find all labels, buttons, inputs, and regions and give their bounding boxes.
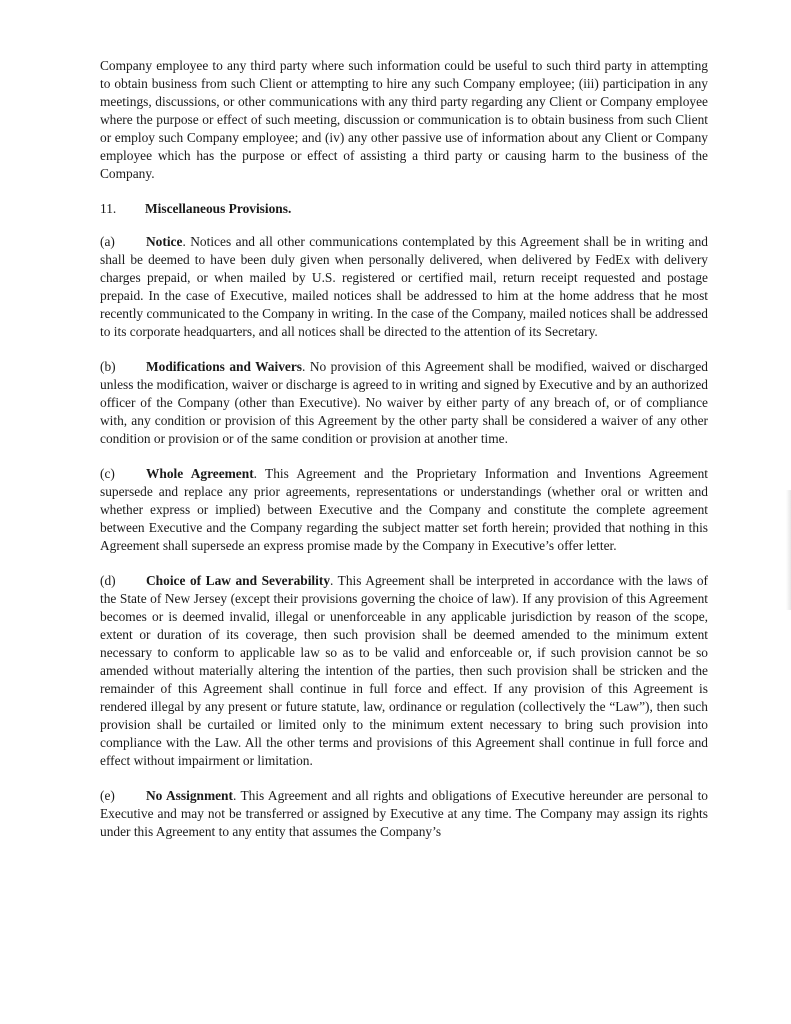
- clause-notice: [100, 233, 708, 341]
- clause-title: Modifications and Waivers: [146, 359, 303, 374]
- document-page: [100, 57, 708, 858]
- clause-modifications-and-waivers: [100, 358, 708, 448]
- intro-paragraph: Company employee to any third party where such information could be useful to such third party in attempting to obtain business from such Client or attempting to hire any such Company employee; (iii) participation in any meetings, discussions, or other communications with any third party regarding any Client or Company employee where the purpose or effect of such meeting, discussion or communication is to obtain business from such Client or employ such Company employee; and (iv) any other passive use of information about any Client or Company employee which has the purpose or effect of assisting a third party or causing harm to the business of the Company.: [100, 58, 708, 181]
- clause-title: Notice: [146, 234, 183, 249]
- clause-text: . No provision of this Agreement shall be modified, waived or discharged unless the modification, waiver or discharge is agreed to in writing and signed by Executive and by an authorized officer of the Company (other than Executive). No waiver by either party of any breach of, or of compliance with, any condition or provision of this Agreement by the other party shall be considered a waiver of any other condition or provision or of the same condition or provision at another time.: [100, 359, 708, 446]
- section-title: Miscellaneous Provisions.: [145, 201, 292, 216]
- clause-choice-of-law: [100, 572, 708, 770]
- clause-label: (d): [100, 573, 116, 588]
- clause-text: . This Agreement shall be interpreted in accordance with the laws of the State of New Jersey (except their provisions governing the choice of law). If any provision of this Agreement becomes or is deemed invalid, illegal or unenforceable in any applicable jurisdiction by reason of the scope, extent or duration of its coverage, then such provision shall be deemed amended to the minimum extent necessary to conform to applicable law so as to be valid and enforceable or, if such provision cannot be so amended without materially altering the intention of the parties, then such provision shall be stricken and the remainder of this Agreement shall continue in full force and effect. If any provision of this Agreement is rendered illegal by any present or future statute, law, ordinance or regulation (collectively the “Law”), then such provision shall be curtailed or limited only to the minimum extent necessary to bring such provision into compliance with the Law. All the other terms and provisions of this Agreement shall continue in full force and effect without impairment or limitation.: [100, 573, 708, 768]
- clause-text: . This Agreement and the Proprietary Information and Inventions Agreement supersede and replace any prior agreements, representations or understandings (whether oral or written and whether express or implied) between Executive and the Company and constitute the complete agreement between Executive and the Company regarding the subject matter set forth herein; provided that nothing in this Agreement shall supersede an express promise made by the Company in Executive’s offer letter.: [100, 466, 709, 553]
- clause-text: . Notices and all other communications contemplated by this Agreement shall be in writing and shall be deemed to have been duly given when personally delivered, when delivered by FedEx with delivery charges prepaid, or when mailed by U.S. registered or certified mail, return receipt requested and postage prepaid. In the case of Executive, mailed notices shall be addressed to him at the home address that he most recently communicated to the Company in writing. In the case of the Company, mailed notices shall be addressed to its corporate headquarters, and all notices shall be directed to the attention of its Secretary.: [100, 234, 708, 339]
- clause-text: . This Agreement and all rights and obligations of Executive hereunder are personal to Executive and may not be transferred or assigned by Executive at any time. The Company may assign its rights under this Agreement to any entity that assumes the Company’s: [100, 788, 708, 839]
- clause-title: Choice of Law and Severability: [146, 573, 331, 588]
- clause-label: (e): [100, 788, 115, 803]
- clause-label: (b): [100, 359, 116, 374]
- clause-label: (a): [100, 234, 115, 249]
- clause-title: No Assignment: [146, 788, 233, 803]
- section-heading: [100, 200, 708, 218]
- clause-whole-agreement: [100, 465, 708, 555]
- clause-label: (c): [100, 466, 115, 481]
- clause-no-assignment: [100, 787, 708, 841]
- scan-edge-shadow: [786, 490, 791, 610]
- clause-title: Whole Agreement: [146, 466, 254, 481]
- section-number: 11.: [100, 201, 117, 216]
